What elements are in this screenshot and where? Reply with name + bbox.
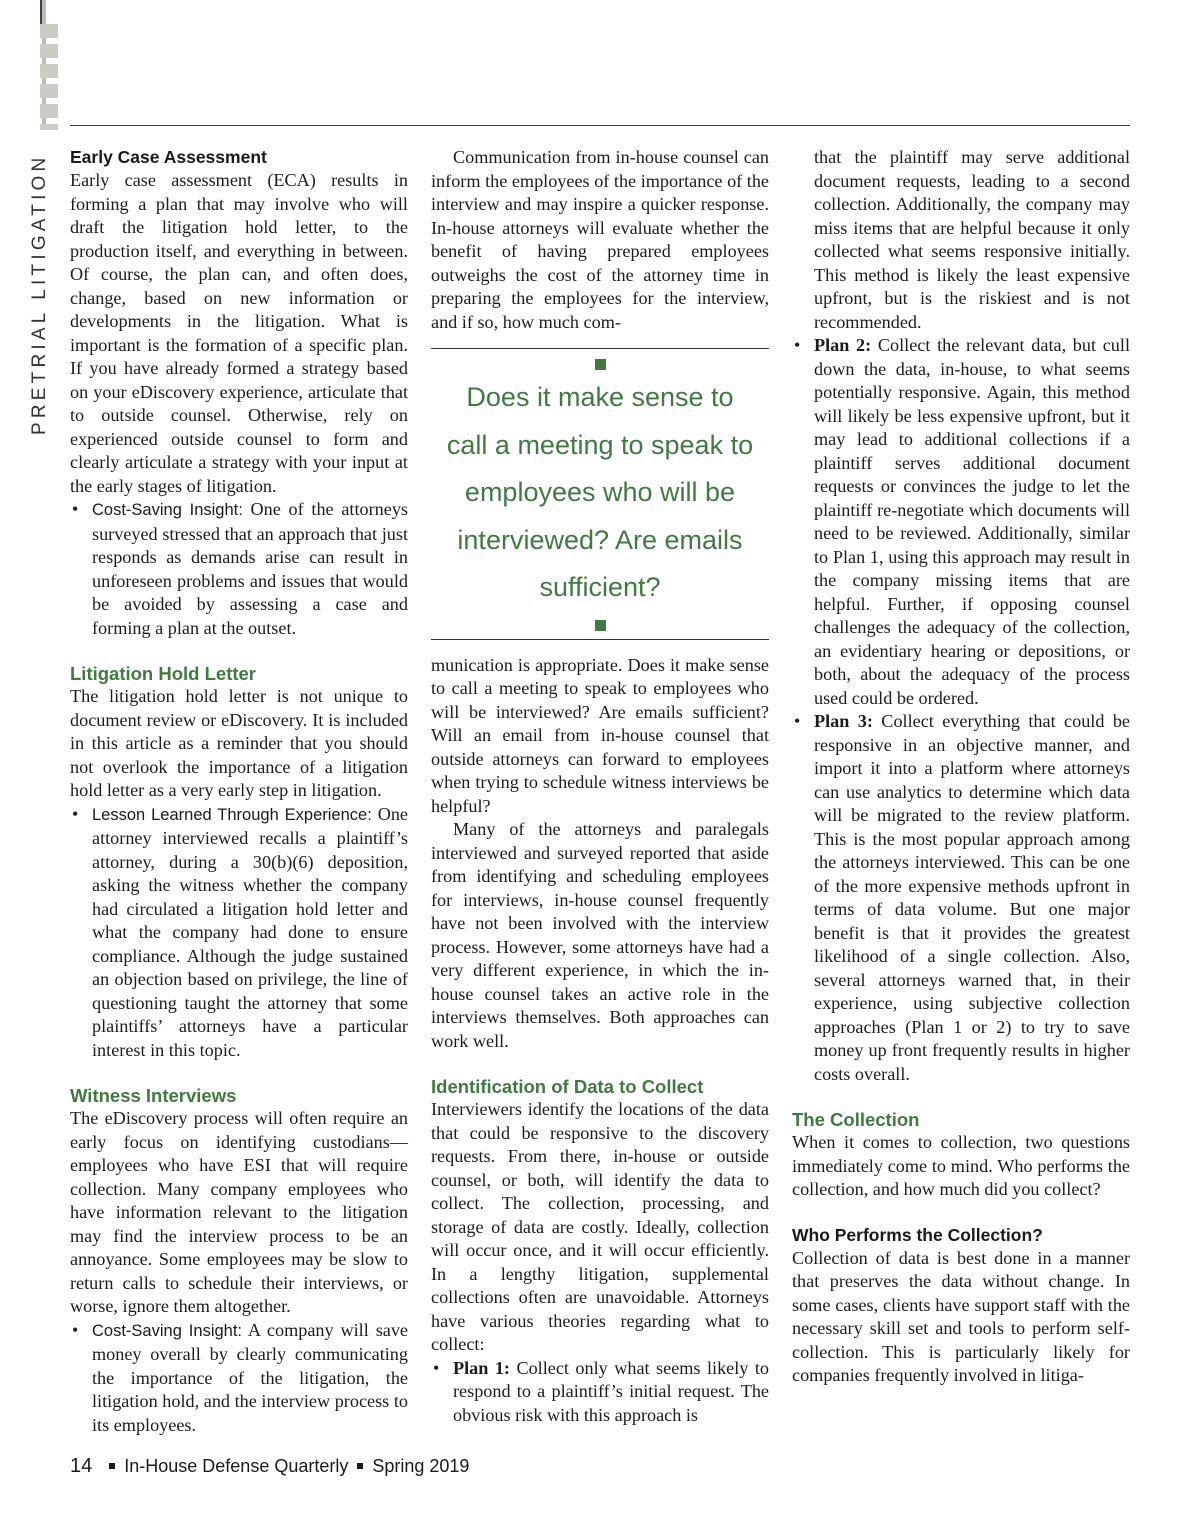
heading-who-performs-collection: Who Performs the Collection? <box>792 1224 1043 1245</box>
plan-label: Plan 1: <box>453 1357 510 1378</box>
list-item <box>792 334 1130 710</box>
footer-separator-icon <box>357 1463 363 1469</box>
eca-paragraph: Early case assessment (ECA) results in forming a plan that may involve who will draft the litigation hold letter, to the production itself, and everything in between. Of course, the plan can, and often does, change, based on new information or developments in the litigation. What is important is the formation of a specific plan. If you have already formed a strategy based on your eDiscovery experience, articulate that to outside counsel. Otherwise, rely on experienced outside counsel to form and clearly articulate a strategy with your input at the early stages of litigation. <box>70 170 408 496</box>
heading-witness-interviews: Witness Interviews <box>70 1085 237 1106</box>
page-number: 14 <box>70 1455 93 1477</box>
heading-early-case-assessment: Early Case Assessment <box>70 147 267 167</box>
hold-bullet-list <box>70 803 408 1063</box>
communication-paragraph-2: munication is appropriate. Does it make sense to call a meeting to speak to employees who will be interviewed? Are emails sufficient? Will an email from in-house counsel that outside attorneys can forward to employees when trying to schedule witness interviews be helpful? <box>431 654 769 816</box>
plan-label: Plan 3: <box>814 711 873 731</box>
plans-list-continued <box>792 334 1130 1086</box>
pull-quote <box>431 348 769 640</box>
publication-name: In-House Defense Quarterly <box>124 1456 349 1476</box>
square-bullet-icon <box>595 620 606 631</box>
footer-separator-icon <box>109 1463 115 1469</box>
page-footer <box>70 1455 469 1478</box>
plan-text: Collect the relevant data, but cull down the data, in-house, to what seems potentially responsive. Again, this method will likely be less expensive upfront, but it may lead to additional collections if a plaintiff serves additional document requests or convinces the judge to let the plaintiff re-negotiate which documents will need to be reviewed. Additionally, similar to Plan 1, using this approach may result in the company missing items that are helpful. Further, if opposing counsel challenges the adequacy of the collection, an evidentiary hearing or depositions, or both, about the adequacy of the process used could be ordered. <box>814 335 1130 708</box>
lesson-text: One attorney interviewed recalls a plaintiff’s attorney, during a 30(b)(6) deposition, asking the witness whether the company had circulated a litigation hold letter and what the company had done to ensure compliance. Although the judge sustained an objection based on privilege, the line of questioning taught the attorney that some plaintiffs’ attorneys have a particular interest in this topic. <box>92 803 408 1060</box>
heading-litigation-hold-letter: Litigation Hold Letter <box>70 663 257 684</box>
insight-label: Cost-Saving Insight: <box>92 1321 243 1340</box>
heading-identification-of-data: Identification of Data to Collect <box>431 1076 704 1097</box>
list-item <box>70 498 408 640</box>
plan-text: Collect only what seems likely to respond to a plaintiff’s initial request. The obvious risk with this approach is <box>453 1357 769 1425</box>
list-item <box>70 803 408 1063</box>
column-2 <box>431 146 769 1427</box>
insight-text: One of the attorneys surveyed stressed that an approach that just responds as demands arise can result in unforeseen problems and issues that would be avoided by assessing a case and forming a plan at the outset. <box>92 499 409 638</box>
plan-label: Plan 2: <box>814 335 872 355</box>
plan1-continuation: that the plaintiff may serve additional document requests, leading to a second collection. Additionally, the company may miss items that are helpful because it only collected what seems responsive initially. This method is likely the least expensive upfront, but is the riskiest and is not recommended. <box>814 147 1130 332</box>
top-rule <box>70 125 1130 126</box>
pull-quote-text: Does it make sense to call a meeting to speak to employees who will be interviewed? Are emails sufficient? <box>446 382 754 602</box>
plans-list <box>431 1357 769 1428</box>
list-item <box>70 1319 408 1438</box>
column-3 <box>792 146 1130 1388</box>
collection-paragraph: When it comes to collection, two questions immediately come to mind. Who performs the collection, and how much did you collect? <box>792 1132 1130 1199</box>
lesson-label: Lesson Learned Through Experience: <box>92 805 372 824</box>
column-1 <box>70 146 408 1437</box>
communication-paragraph-3: Many of the attorneys and paralegals interviewed and surveyed reported that aside from identifying and scheduling employees for interviews, in-house counsel frequently have not been involved with the interview process. However, some attorneys have had a very different experience, in which the in-house counsel takes an active role in the interviews themselves. Both approaches can work well. <box>431 819 769 1051</box>
list-item <box>792 710 1130 1086</box>
insight-label: Cost-Saving Insight: <box>92 501 243 519</box>
square-bullet-icon <box>595 359 606 370</box>
insight-text: A company will save money overall by clearly communicating the importance of the litigation, the litigation hold, and the interview process to its employees. <box>92 1319 409 1435</box>
witness-bullet-list <box>70 1319 408 1438</box>
side-decoration-dashes <box>40 24 58 130</box>
hold-paragraph: The litigation hold letter is not unique to document review or eDiscovery. It is included in this article as a reminder that you should not overlook the importance of a litigation hold letter as a very early step in litigation. <box>70 686 408 800</box>
identification-paragraph: Interviewers identify the locations of the data that could be responsive to the discovery requests. From there, in-house or outside counsel, or both, will identify the data to collect. The collection, processing, and storage of data are costly. Ideally, collection will occur once, and it will occur efficiently. In a lengthy litigation, supplemental collections often are unavoidable. Attorneys have various theories regarding what to collect: <box>431 1099 769 1354</box>
heading-the-collection: The Collection <box>792 1109 920 1130</box>
eca-bullet-list <box>70 498 408 640</box>
list-item <box>431 1357 769 1428</box>
communication-paragraph-1: Communication from in-house counsel can inform the employees of the importance of the interview and may inspire a quicker response. In-house attorneys will evaluate whether the benefit of having prepared employees outweighs the cost of the attorney time in preparing the employees for the interview, and if so, how much com- <box>431 147 769 332</box>
plan-text: Collect everything that could be responsive in an objective manner, and import it into a platform where attorneys can use analytics to determine which data will be migrated to the review platform. This is the most popular approach among the attorneys interviewed. This can be one of the more expensive methods upfront in terms of data volume. But one major benefit is that it provides the greatest likelihood of a single collection. Also, several attorneys warned that, in their experience, using subjective collection approaches (Plan 1 or 2) to try to save money up front frequently results in higher costs overall. <box>814 711 1130 1084</box>
section-side-label: PRETRIAL LITIGATION <box>29 153 50 435</box>
who-performs-paragraph: Collection of data is best done in a manner that preserves the data without change. In some cases, clients have support staff with the necessary skill set and tools to perform self-collection. This is particularly likely for companies frequently involved in litiga- <box>792 1247 1130 1385</box>
witness-paragraph: The eDiscovery process will often require an early focus on identifying custodians—employees who have ESI that will require collection. Many company employees who have information relevant to the litigation may find the interview process to be an annoyance. Some employees may be slow to return calls to schedule their interviews, or worse, ignore them altogether. <box>70 1108 408 1316</box>
issue-date: Spring 2019 <box>372 1456 470 1476</box>
